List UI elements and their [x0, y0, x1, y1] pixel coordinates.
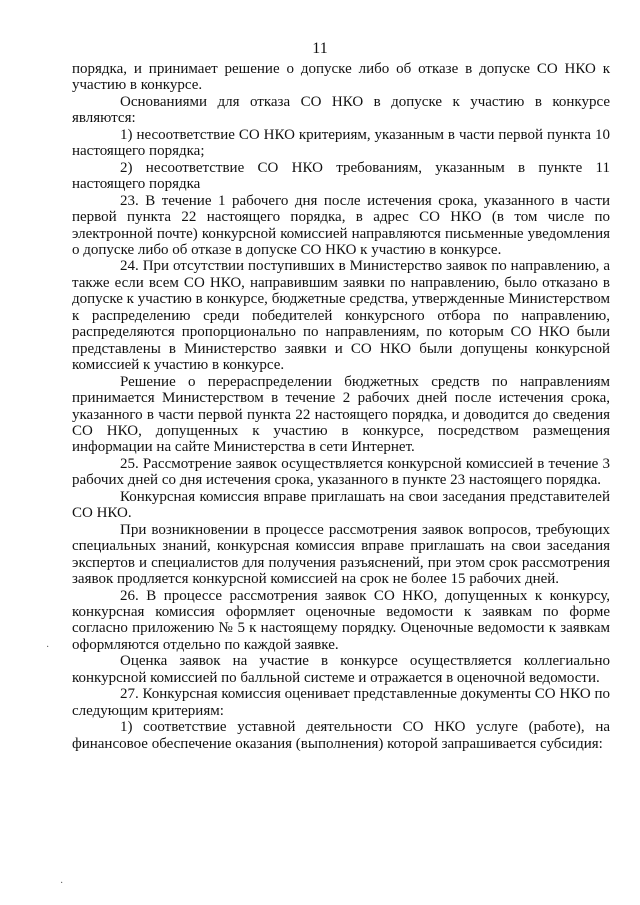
paragraph: Основаниями для отказа СО НКО в допуске к участию в конкурсе являются: — [72, 93, 610, 127]
paragraph: порядка, и принимает решение о допуске либо об отказе в допуске СО НКО к участию в конкурсе. — [72, 61, 610, 94]
scan-speck: · — [60, 878, 64, 889]
scan-speck: · — [46, 642, 50, 653]
page-number: 11 — [312, 40, 328, 57]
paragraph: 26. В процессе рассмотрения заявок СО НКО, допущенных к конкурсу, конкурсная комиссия оформляет оценочные ведомости к заявкам по форме согласно приложению № 5 к настоящему порядку. Оценочные ведомости к заявкам оформляются отдельно по каждой заявке. — [72, 587, 610, 653]
paragraph: При возникновении в процессе рассмотрения заявок вопросов, требующих специальных знаний, конкурсная комиссия вправе приглашать на свои заседания экспертов и специалистов для получения разъяснений, при этом срок рассмотрения заявок продляется конкурсной комиссией на срок не более 15 рабочих дней. — [72, 521, 610, 588]
document-body — [72, 61, 610, 752]
paragraph: 25. Рассмотрение заявок осуществляется конкурсной комиссией в течение 3 рабочих дней со дня истечения срока, указанного в пункте 23 настоящего порядка. — [72, 455, 610, 489]
paragraph: 27. Конкурсная комиссия оценивает представленные документы СО НКО по следующим критериям: — [72, 686, 610, 719]
paragraph: 1) несоответствие СО НКО критериям, указанным в части первой пункта 10 настоящего порядка; — [72, 126, 610, 160]
paragraph: Конкурсная комиссия вправе приглашать на свои заседания представителей СО НКО. — [72, 488, 610, 522]
paragraph: 23. В течение 1 рабочего дня после истечения срока, указанного в части первой пункта 22 настоящего порядка, в адрес СО НКО (в том числе по электронной почте) конкурсной комиссией направляются письменные уведомления о допуске либо об отказе в допуске СО НКО к участию в конкурсе. — [72, 192, 610, 258]
paragraph: Решение о перераспределении бюджетных средств по направлениям принимается Министерством в течение 2 рабочих дней после истечения срока, указанного в части первой пункта 22 настоящего порядка, и доводится до сведения СО НКО, допущенных к участию в конкурсе, посредством размещения информации на сайте Министерства в сети Интернет. — [72, 373, 610, 456]
paragraph: Оценка заявок на участие в конкурсе осуществляется коллегиально конкурсной комиссией по балльной системе и отражается в оценочной ведомости. — [72, 653, 610, 686]
paragraph: 2) несоответствие СО НКО требованиям, указанным в пункте 11 настоящего порядка — [72, 159, 610, 193]
paragraph: 24. При отсутствии поступивших в Министерство заявок по направлению, а также если всем СО НКО, направившим заявки по направлению, было отказано в допуске к участию в конкурсе, бюджетные средства, утвержденные Министерством к распределению среди победителей конкурсного отбора по направлению, распределяются пропорционально по направлениям, по которым СО НКО были представлены в Министерство заявки и СО НКО были допущены конкурсной комиссией к участию в конкурсе. — [72, 258, 610, 374]
paragraph: 1) соответствие уставной деятельности СО НКО услуге (работе), на финансовое обеспечение оказания (выполнения) которой запрашивается субсидия: — [72, 719, 610, 752]
